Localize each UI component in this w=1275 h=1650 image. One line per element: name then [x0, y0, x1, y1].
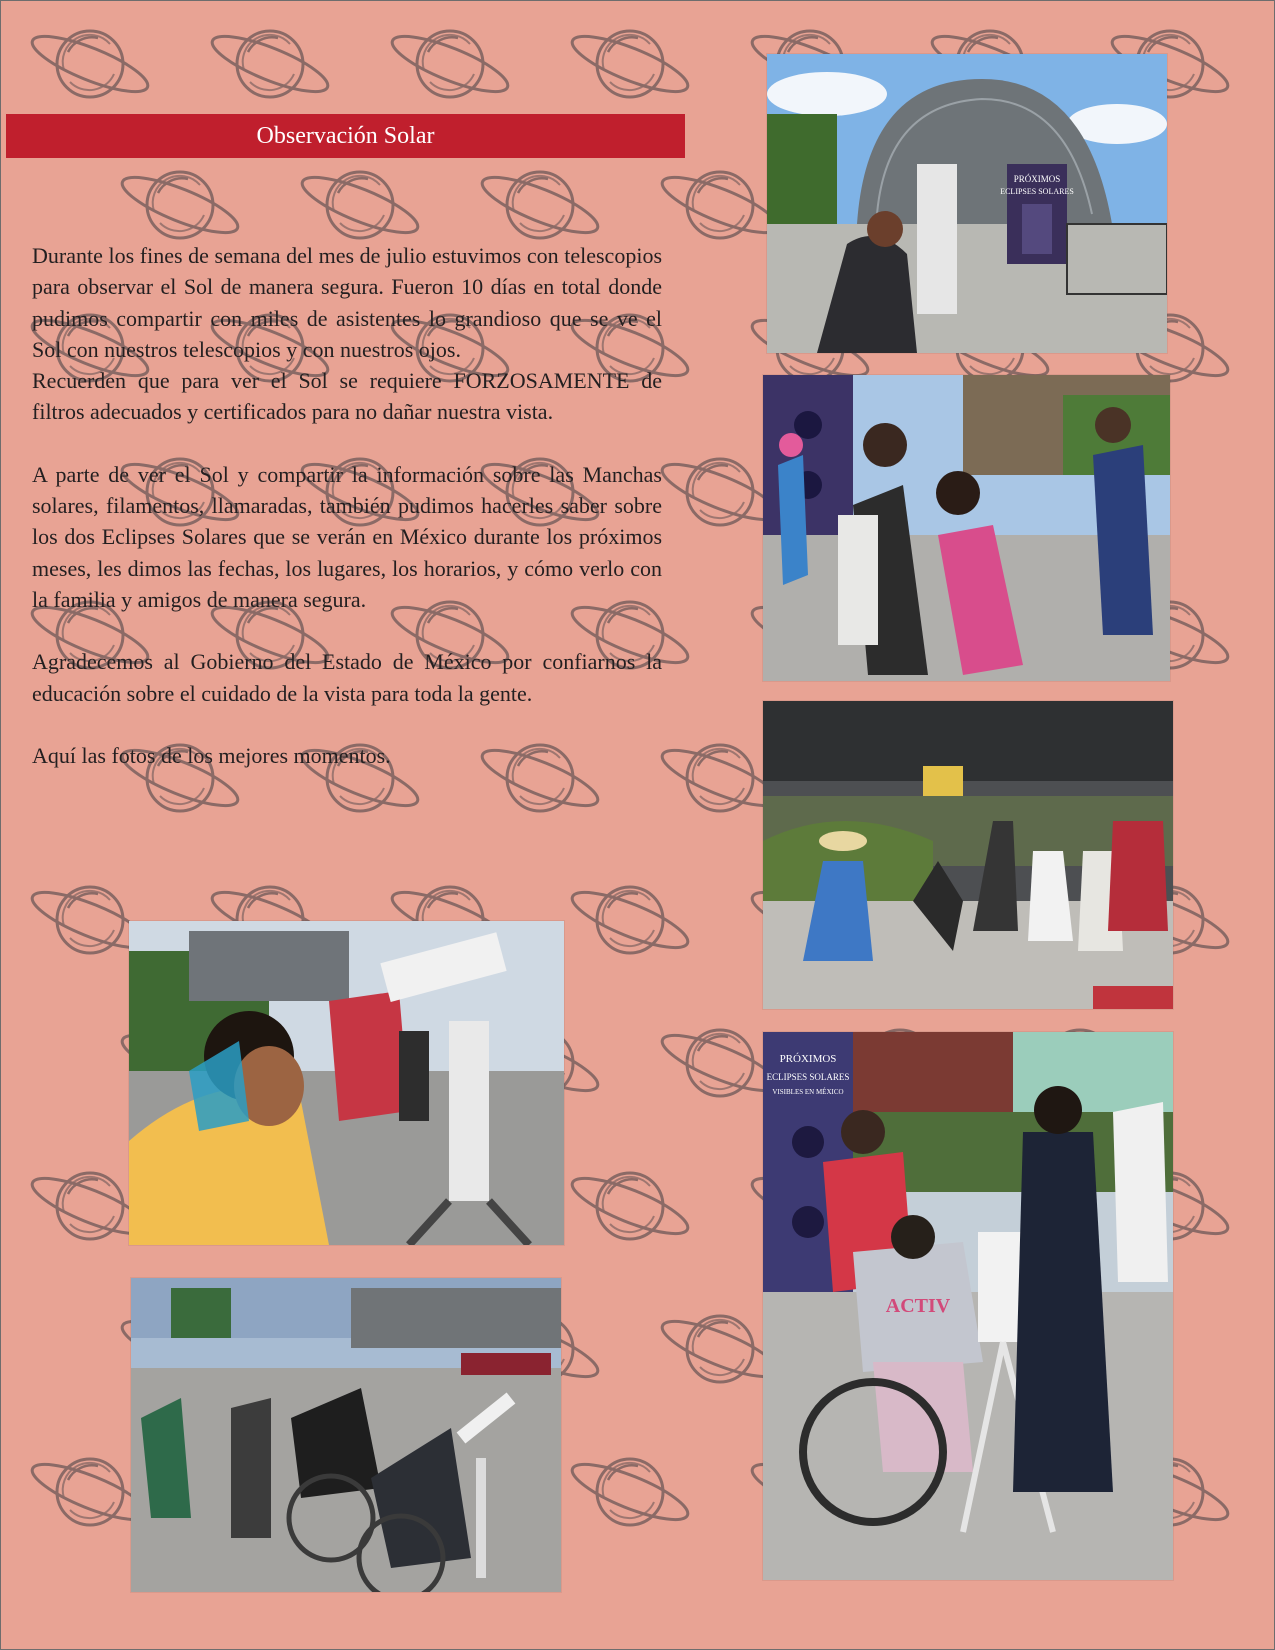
ringed-planet-icon: [567, 1454, 694, 1530]
article-body: [32, 240, 662, 802]
ringed-planet-icon: [567, 26, 694, 102]
ringed-planet-icon: [657, 167, 784, 243]
photo-wheelchair-group: [131, 1278, 561, 1592]
shirt-print: ACTIV: [885, 1295, 951, 1317]
photo-planetarium-dome: [767, 54, 1167, 353]
paragraph-thanks: Agradecemos al Gobierno del Estado de México por confiarnos la educación sobre el cuidado de la vista para toda la gente.: [32, 649, 662, 706]
paragraph-safety-warning: Recuerden que para ver el Sol se requiere FORZOSAMENTE de filtros adecuados y certificados para no dañar nuestra vista.: [32, 368, 662, 425]
paragraph-photos-intro: Aquí las fotos de los mejores momentos.: [32, 742, 391, 768]
poster-title-2: ECLIPSES SOLARES: [766, 1072, 850, 1082]
ringed-planet-icon: [27, 26, 154, 102]
ringed-planet-icon: [477, 167, 604, 243]
photo-wheelchair-telescope: [763, 1032, 1173, 1580]
photo-telescope-group: [763, 375, 1170, 681]
section-title: Observación Solar: [6, 114, 685, 158]
poster-title: ECLIPSES SOLARES: [1000, 187, 1074, 196]
ringed-planet-icon: [567, 1168, 694, 1244]
poster-heading-2: PRÓXIMOS: [779, 1053, 837, 1065]
ringed-planet-icon: [207, 26, 334, 102]
ringed-planet-icon: [117, 167, 244, 243]
poster-subtitle: VISIBLES EN MÉXICO: [772, 1088, 844, 1096]
ringed-planet-icon: [567, 882, 694, 958]
ringed-planet-icon: [297, 167, 424, 243]
photo-boy-telescope: [129, 921, 564, 1245]
poster-heading: PRÓXIMOS: [1013, 174, 1061, 184]
photo-plaza-crowd: [763, 701, 1173, 1009]
paragraph-intro: Durante los fines de semana del mes de julio estuvimos con telescopios para observar el Sol de manera segura. Fueron 10 días en total donde pudimos compartir con miles de asistentes lo grandioso que se ve el Sol con nuestros telescopios y con nuestros ojos.: [32, 243, 662, 362]
ringed-planet-icon: [387, 26, 514, 102]
paragraph-eclipses: A parte de ver el Sol y compartir la información sobre las Manchas solares, filamentos, llamaradas, también pudimos hacerles saber sobre los dos Eclipses Solares que se verán en México durante los próximos meses, les dimos las fechas, los lugares, los horarios, y cómo verlo con la familia y amigos de manera segura.: [32, 461, 662, 612]
